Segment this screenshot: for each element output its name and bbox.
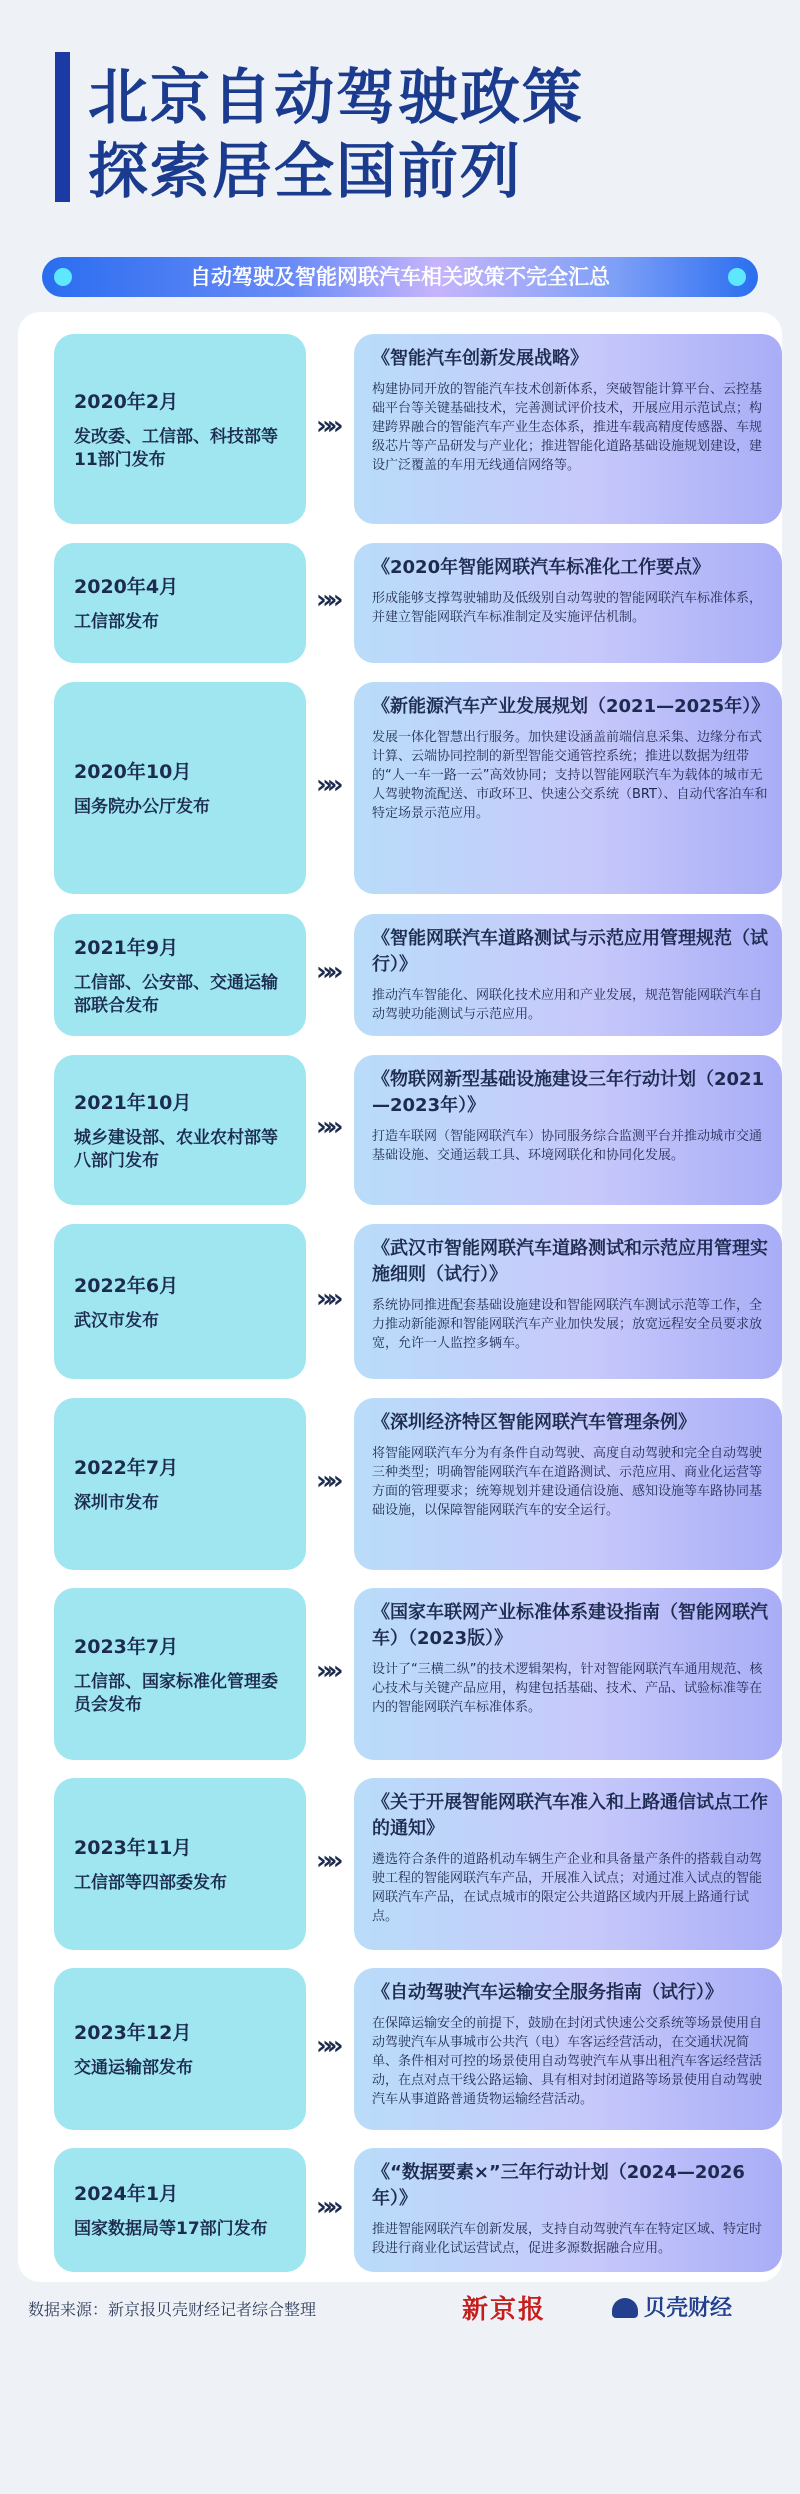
beike-logo bbox=[612, 2291, 732, 2322]
policy-card bbox=[354, 1398, 782, 1570]
policy-date: 2020年10月 bbox=[74, 761, 192, 783]
xinjingbao-logo: 新京报 bbox=[462, 2295, 547, 2325]
double-chevron-right-icon: »» bbox=[316, 2192, 338, 2222]
policy-description: 系统协同推进配套基础设施建设和智能网联汽车测试示范等工作，全力推动新能源和智能网联汽车产业加快发展；放宽远程安全员要求放宽，允许一人监控多辆车。 bbox=[372, 1298, 763, 1351]
issuer-card bbox=[54, 914, 306, 1036]
policy-card bbox=[354, 1055, 782, 1205]
double-chevron-right-icon: »» bbox=[316, 1656, 338, 1686]
policy-title: 《智能汽车创新发展战略》 bbox=[372, 348, 588, 369]
policy-issuer: 工信部发布 bbox=[74, 612, 159, 632]
policy-date: 2020年2月 bbox=[74, 390, 179, 413]
issuer-card bbox=[54, 1778, 306, 1950]
issuer-card bbox=[54, 1055, 306, 1205]
policy-date: 2021年9月 bbox=[74, 936, 179, 959]
policy-date: 2021年10月 bbox=[74, 1091, 192, 1114]
double-chevron-right-icon: »» bbox=[316, 585, 338, 615]
policy-card bbox=[354, 1778, 782, 1950]
policy-card bbox=[354, 914, 782, 1036]
policy-row bbox=[54, 543, 782, 663]
policy-description: 推动汽车智能化、网联化技术应用和产业发展，规范智能网联汽车自动驾驶功能测试与示范应用。 bbox=[372, 988, 763, 1022]
policy-panel bbox=[18, 312, 782, 2282]
issuer-card bbox=[54, 1224, 306, 1379]
double-chevron-right-icon: »» bbox=[316, 770, 338, 800]
policy-row bbox=[54, 682, 782, 894]
policy-card bbox=[354, 543, 782, 663]
policy-title: 《关于开展智能网联汽车准入和上路通信试点工作的通知》 bbox=[372, 1792, 768, 1839]
policy-description: 形成能够支撑驾驶辅助及低级别自动驾驶的智能网联汽车标准体系，并建立智能网联汽车标准制定及实施评估机制。 bbox=[372, 591, 763, 625]
policy-date: 2023年11月 bbox=[74, 1837, 192, 1859]
subtitle-text: 自动驾驶及智能网联汽车相关政策不完全汇总 bbox=[190, 265, 610, 289]
policy-row bbox=[54, 1398, 782, 1570]
policy-description: 在保障运输安全的前提下，鼓励在封闭式快速公交系统等场景使用自动驾驶汽车从事城市公共汽（电）车客运经营活动，在交通状况简单、条件相对可控的场景使用自动驾驶汽车从事出租汽车客运经营活动，在点对点干线公路运输、具有相对封闭道路等场景使用自动驾驶汽车从事道路普通货物运输经营活动。 bbox=[372, 2016, 763, 2107]
policy-title: 《武汉市智能网联汽车道路测试和示范应用管理实施细则（试行）》 bbox=[372, 1238, 768, 1285]
policy-row bbox=[54, 1778, 782, 1950]
policy-description: 遴选符合条件的道路机动车辆生产企业和具备量产条件的搭载自动驾驶工程的智能网联汽车产品，开展准入试点；对通过准入试点的智能网联汽车产品，在试点城市的限定公共道路区域内开展上路通行试点。 bbox=[372, 1852, 763, 1924]
policy-date: 2024年1月 bbox=[74, 2183, 179, 2205]
shell-icon bbox=[612, 2298, 638, 2318]
policy-row bbox=[54, 1968, 782, 2130]
subtitle-banner bbox=[42, 257, 758, 297]
policy-issuer: 工信部、国家标准化管理委员会发布 bbox=[74, 1671, 278, 1715]
issuer-card bbox=[54, 1968, 306, 2130]
policy-date: 2023年7月 bbox=[74, 1635, 179, 1658]
issuer-card bbox=[54, 334, 306, 524]
policy-card bbox=[354, 334, 782, 524]
policy-title: 《智能网联汽车道路测试与示范应用管理规范（试行）》 bbox=[372, 928, 768, 975]
beike-logo-text: 贝壳财经 bbox=[644, 2296, 733, 2321]
policy-description: 构建协同开放的智能汽车技术创新体系，突破智能计算平台、云控基础平台等关键基础技术，完善测试评价技术，开展应用示范试点；构建跨界融合的智能汽车产业生态体系，推进车载高精度传感器、车规级芯片等产品研发与产业化；推进智能化道路基础设施规划建设，建设广泛覆盖的车用无线通信网络等。 bbox=[372, 382, 763, 473]
double-chevron-right-icon: »» bbox=[316, 2031, 338, 2061]
page-title-line2: 探索居全国前列 bbox=[88, 137, 522, 207]
policy-title: 《“数据要素×”三年行动计划（2024—2026年）》 bbox=[372, 2162, 745, 2209]
source-note: 数据来源：新京报贝壳财经记者综合整理 bbox=[28, 2300, 317, 2319]
policy-issuer: 发改委、工信部、科技部等11部门发布 bbox=[74, 426, 278, 470]
policy-title: 《2020年智能网联汽车标准化工作要点》 bbox=[372, 557, 711, 578]
double-chevron-right-icon: »» bbox=[316, 1283, 338, 1314]
policy-description: 推进智能网联汽车创新发展，支持自动驾驶汽车在特定区域、特定时段进行商业化试运营试点，促进多源数据融合应用。 bbox=[372, 2222, 763, 2256]
policy-card bbox=[354, 2148, 782, 2272]
policy-date: 2020年4月 bbox=[74, 576, 179, 598]
banner-cap-left bbox=[54, 268, 72, 286]
policy-date: 2023年12月 bbox=[74, 2022, 192, 2044]
policy-title: 《自动驾驶汽车运输安全服务指南（试行）》 bbox=[372, 1982, 723, 2003]
policy-title: 《新能源汽车产业发展规划（2021—2025年）》 bbox=[372, 696, 770, 717]
issuer-card bbox=[54, 1588, 306, 1760]
title-accent-bar bbox=[55, 52, 70, 202]
policy-issuer: 武汉市发布 bbox=[74, 1310, 159, 1331]
policy-description: 发展一体化智慧出行服务。加快建设涵盖前端信息采集、边缘分布式计算、云端协同控制的新型智能交通管控系统；推进以数据为纽带的“人一车一路一云”高效协同；支持以智能网联汽车为载体的城市无人驾驶物流配送、市政环卫、快速公交系统（BRT）、自动代客泊车和特定场景示范应用。 bbox=[372, 730, 768, 821]
policy-description: 将智能网联汽车分为有条件自动驾驶、高度自动驾驶和完全自动驾驶三种类型；明确智能网联汽车在道路测试、示范应用、商业化运营等方面的管理要求；统筹规划并建设通信设施、感知设施等车路协同基础设施，以保障智能网联汽车的安全运行。 bbox=[372, 1446, 763, 1518]
policy-description: 打造车联网（智能网联汽车）协同服务综合监测平台并推动城市交通基础设施、交通运载工具、环境网联化和协同化发展。 bbox=[372, 1129, 763, 1163]
policy-title: 《物联网新型基础设施建设三年行动计划（2021—2023年）》 bbox=[372, 1069, 765, 1116]
policy-card bbox=[354, 1588, 782, 1760]
policy-issuer: 工信部等四部委发布 bbox=[74, 1873, 227, 1893]
double-chevron-right-icon: »» bbox=[316, 1846, 338, 1876]
issuer-card bbox=[54, 543, 306, 663]
double-chevron-right-icon: »» bbox=[316, 411, 338, 441]
issuer-card bbox=[54, 1398, 306, 1570]
policy-issuer: 交通运输部发布 bbox=[74, 2058, 193, 2078]
double-chevron-right-icon: »» bbox=[316, 1466, 338, 1496]
policy-title: 《国家车联网产业标准体系建设指南（智能网联汽车）（2023版）》 bbox=[372, 1602, 768, 1649]
policy-issuer: 国务院办公厅发布 bbox=[74, 797, 210, 817]
page-title-line1: 北京自动驾驶政策 bbox=[88, 63, 584, 133]
policy-description: 设计了“三横二纵”的技术逻辑架构，针对智能网联汽车通用规范、核心技术与关键产品应用，构建包括基础、技术、产品、试验标准等在内的智能网联汽车标准体系。 bbox=[372, 1662, 763, 1715]
policy-card bbox=[354, 1968, 782, 2130]
policy-issuer: 深圳市发布 bbox=[74, 1493, 159, 1513]
policy-row bbox=[54, 1588, 782, 1760]
policy-issuer: 城乡建设部、农业农村部等八部门发布 bbox=[74, 1127, 278, 1171]
policy-card bbox=[354, 682, 782, 894]
policy-row bbox=[54, 334, 782, 524]
policy-issuer: 工信部、公安部、交通运输部联合发布 bbox=[74, 972, 278, 1016]
double-chevron-right-icon: »» bbox=[316, 1112, 338, 1142]
policy-row bbox=[54, 1224, 782, 1379]
policy-row bbox=[54, 914, 782, 1036]
policy-date: 2022年6月 bbox=[74, 1274, 179, 1297]
policy-card bbox=[354, 1224, 782, 1379]
policy-row bbox=[54, 2148, 782, 2272]
policy-title: 《深圳经济特区智能网联汽车管理条例》 bbox=[372, 1412, 696, 1433]
policy-issuer: 国家数据局等17部门发布 bbox=[74, 2219, 268, 2239]
double-chevron-right-icon: »» bbox=[316, 957, 338, 987]
issuer-card bbox=[54, 682, 306, 894]
issuer-card bbox=[54, 2148, 306, 2272]
banner-cap-right bbox=[728, 268, 746, 286]
policy-row bbox=[54, 1055, 782, 1205]
policy-date: 2022年7月 bbox=[74, 1457, 179, 1479]
